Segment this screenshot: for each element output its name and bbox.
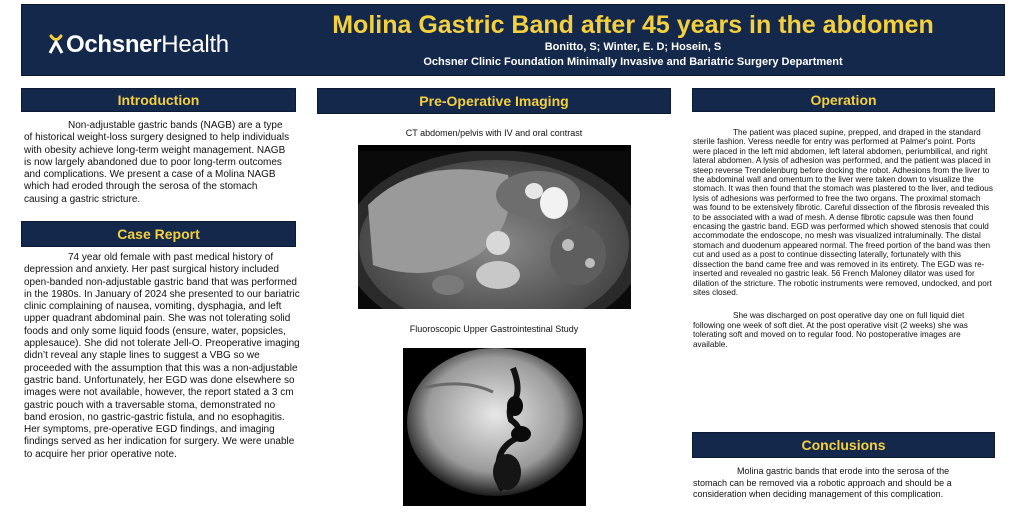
conclusions-heading: Conclusions [692,432,995,458]
logo-text-light: Health [161,31,229,58]
operation-paragraph-1: The patient was placed supine, prepped, and draped in the standard sterile fashion. Veress needle for entry was performed at Palmer's point. Ports were placed in the left mid abdomen, left lateral abdomen, periumbilical, and right lateral abdomen. A lysis of adhesion was performed, and the patient was placed in steep reverse Trendelenburg before docking the robot. Adhesions from the liver to the abdominal wall and omentum to the liver were taken down to visualize the stomach. It was then found that the stomach was plastered to the liver, and tedious lysis of adhesions was performed to free the two organs. The proximal stomach was found to be extensively fibrotic. Careful dissection of the fibrosis revealed this to be associated with a wad of mesh. A dense fibrotic capsule was then found encasing the gastric band. EGD was performed which showed stenosis that could accommodate the endoscope, no mesh was visualized intraluminally. The distal stomach and duodenum appeared normal. The freed portion of the band was then cut and used as a post to continue dissecting laterally, fortunately with this dissection the band came free and was removed in its entirety. The EGD was re-inserted and revealed no gastric leak. 56 French Maloney dilator was used for dilation of the stricture. The robotic instruments were removed, undocked, and port sites closed. [693,128,993,297]
poster-header [21,4,1005,76]
case-report-text [24,252,300,461]
operation-text [693,128,993,349]
authors: Bonitto, S; Winter, E. D; Hosein, S [544,41,722,53]
introduction-heading: Introduction [21,88,296,112]
operation-heading: Operation [692,88,995,112]
conclusions-paragraph: Molina gastric bands that erode into the serosa of the stomach can be removed via a robotic approach and should be a consideration when deciding management of this complication. [693,466,952,499]
affiliation: Ochsner Clinic Foundation Minimally Invasive and Bariatric Surgery Department [423,56,843,68]
ochsner-logo-mark-icon [48,33,64,55]
operation-paragraph-2: She was discharged on post operative day one on full liquid diet following one week of soft diet. At the post operative visit (2 weeks) she was tolerating soft and moved on to regular food. No postoperative images are available. [693,311,968,349]
ct-caption: CT abdomen/pelvis with IV and oral contrast [405,128,583,138]
ct-scan-image [358,145,631,309]
case-report-paragraph: 74 year old female with past medical history of depression and anxiety. Her past surgical history included open-banded non-adjustable gastric band that was performed in the 1980s. In January of 2024 she presented to our bariatric clinic complaining of nausea, vomiting, dysphagia, and left upper quadrant abdominal pain. She was not tolerating solid foods and only some liquid foods (ensure, water, popsicles, applesauce). She did not tolerate Jell-O. Preoperative imaging didn’t reveal any staple lines to suggest a VBG so we proceeded with the assumption that this was a non-adjustable gastric band. Unfortunately, her EGD was done elsewhere so images were not available, however, the report stated a 3 cm gastric pouch with a traversable stoma, demonstrated no band erosion, no gastric-gastric fistula, and no esophagitis. Her symptoms, pre-operative EGD findings, and imaging findings served as her indication for surgery. We were unable to acquire her prior operative note. [24,252,300,460]
imaging-heading: Pre-Operative Imaging [317,88,671,114]
conclusions-text [693,466,983,501]
ochsner-logo [48,31,229,59]
introduction-paragraph: Non-adjustable gastric bands (NAGB) are a type of historical weight-loss surgery designed to help individuals with obesity achieve long-term weight management. NAGB is now largely abandoned due to poor long-term outcomes and complications. We present a case of a Molina NAGB which had eroded through the serosa of the stomach causing a gastric stricture. [24,120,290,205]
logo-text-bold: Ochsner [66,31,162,58]
introduction-text [24,120,292,206]
poster-title: Molina Gastric Band after 45 years in the abdomen [332,11,934,39]
case-report-heading: Case Report [21,221,296,247]
fluoro-caption: Fluoroscopic Upper Gastrointestinal Study [409,324,579,334]
fluoroscopy-image [403,348,586,506]
